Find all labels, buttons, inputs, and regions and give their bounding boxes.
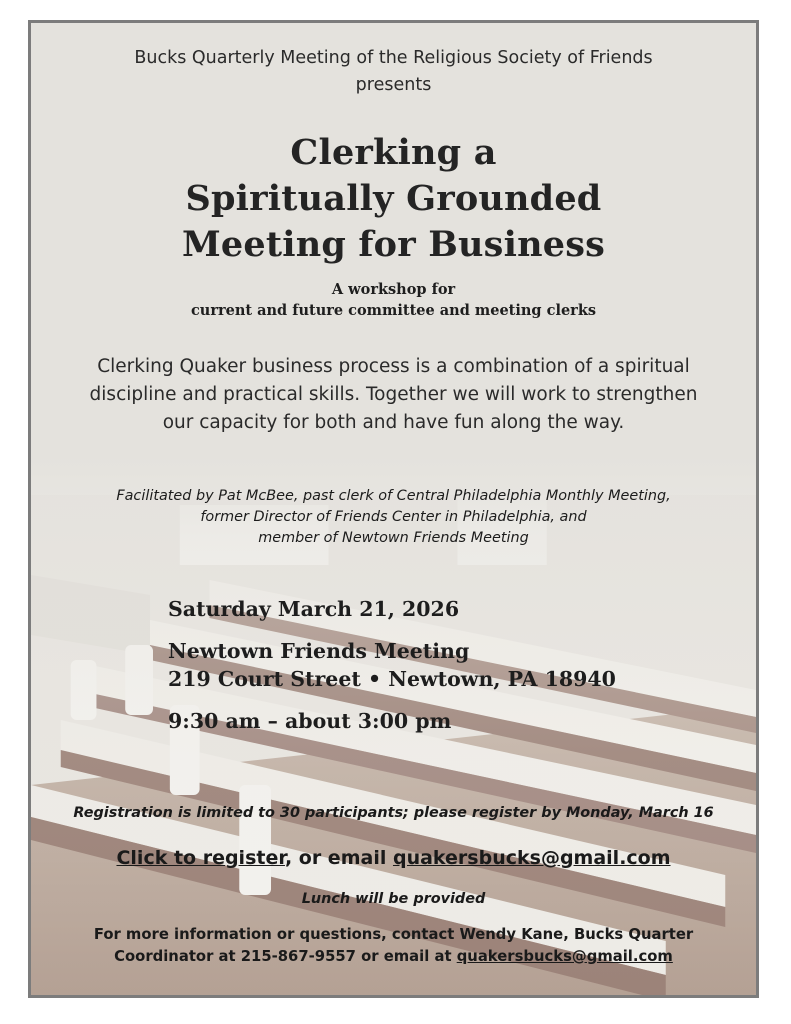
facilitator-line-2: former Director of Friends Center in Philadelphia, and [200, 509, 587, 525]
register-email-link[interactable]: quakersbucks@gmail.com [392, 847, 671, 869]
contact-line-2 [31, 946, 756, 968]
intro-line-1: Clerking Quaker business process is a combination of a spiritual [97, 356, 690, 377]
title-line-1: Clerking a [290, 132, 497, 173]
registration-notice: Registration is limited to 30 participants; please register by Monday, March 16 [73, 805, 714, 821]
lunch-note: Lunch will be provided [301, 891, 486, 907]
event-time: 9:30 am – about 3:00 pm [168, 709, 452, 733]
presenter-org: Bucks Quarterly Meeting of the Religious Society of Friends [134, 48, 653, 68]
title-line-2: Spiritually Grounded [185, 178, 602, 219]
presenter-block [31, 45, 756, 99]
subtitle-line-1: A workshop for [331, 281, 456, 298]
register-or-email: , or email [284, 847, 393, 869]
event-address: 219 Court Street • Newtown, PA 18940 [168, 667, 616, 691]
subtitle [31, 279, 756, 321]
contact-info [31, 924, 756, 968]
presenter-presents: presents [355, 75, 432, 95]
contact-email-link[interactable]: quakersbucks@gmail.com [456, 948, 673, 965]
subtitle-line-2: current and future committee and meeting clerks [190, 302, 597, 319]
facilitator-line-1: Facilitated by Pat McBee, past clerk of Central Philadelphia Monthly Meeting, [116, 488, 671, 504]
facilitator-info [31, 486, 756, 549]
register-link[interactable]: Click to register [116, 847, 285, 869]
intro-paragraph [31, 353, 756, 437]
facilitator-line-3: member of Newtown Friends Meeting [258, 530, 529, 546]
contact-line-1: For more information or questions, contact Wendy Kane, Bucks Quarter [93, 926, 694, 943]
event-date: Saturday March 21, 2026 [168, 597, 460, 621]
register-line [31, 845, 756, 871]
intro-line-2: discipline and practical skills. Together we will work to strengthen [89, 384, 698, 405]
title-line-3: Meeting for Business [181, 224, 606, 265]
event-location [168, 637, 616, 693]
flyer [28, 20, 759, 998]
contact-phone-text: Coordinator at 215-867-9557 or email at [114, 948, 457, 965]
intro-line-3: our capacity for both and have fun along the way. [162, 412, 625, 433]
page-title [31, 130, 756, 268]
event-venue: Newtown Friends Meeting [168, 639, 470, 663]
